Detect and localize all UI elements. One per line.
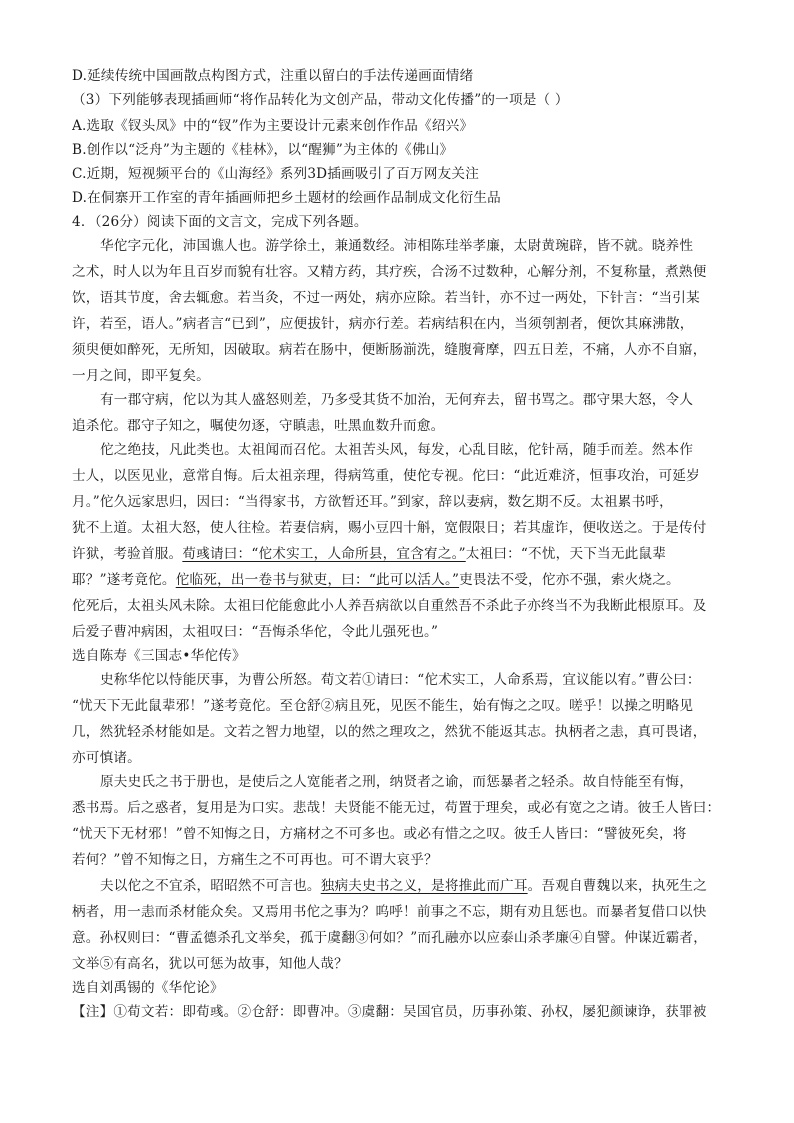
question-3-stem: （3）下列能够表现插画师“将作品转化为文创产品，带动文化传播”的一项是（ ） (72, 92, 569, 108)
passage-line: “忧天下无此鼠辈邪！”遂考竟佗。至仓舒②病且死，见医不能生，始有悔之之叹。嗟乎！以操之明略见 (72, 698, 694, 714)
source-citation: 选自陈寿《三国志•华佗传》 (72, 648, 246, 664)
option-d-line-2: D.在侗寨开工作室的青年插画师把乡土题材的绘画作品制成文化衍生品 (72, 190, 501, 206)
passage-line: 佗死后，太祖头风未除。太祖曰佗能愈此小人养吾病欲以自重然吾不杀此子亦终当不为我断此根原耳。及 (72, 598, 707, 614)
passage-line: 须臾便如醉死，无所知，因破取。病若在肠中，便断肠湔洗，缝腹膏摩，四五日差，不痛，人亦不自寤， (72, 342, 707, 358)
passage-segment: 吏畏法不受，佗亦不强，索火烧之。 (459, 572, 680, 588)
passage-segment: 耶？”遂考竟佗。 (72, 572, 176, 588)
passage-line: 后爱子曹冲病困，太祖叹曰：“吾悔杀华佗，令此儿强死也。” (72, 624, 439, 640)
option-b-line: B.创作以“泛舟”为主题的《桂林》，以“醒狮”为主体的《佛山》 (72, 142, 454, 158)
passage-segment: 许狱，考验首服。 (72, 546, 183, 562)
passage-line: 一月之间，即平复矣。 (72, 368, 210, 384)
passage-line: 柄者，用一恚而杀材能众矣。又焉用书佗之事为？呜呼！前事之不忘，期有劝且惩也。而暴者复借口以快 (72, 904, 707, 920)
passage-line (72, 570, 732, 590)
passage-line: 若何？”曾不知悔之日，方痛生之不可再也。可不谓大哀乎？ (72, 852, 438, 868)
underlined-sentence: 荀彧请曰：“佗术实工，人命所县，宜含宥之。” (182, 546, 466, 562)
passage-line (100, 876, 732, 896)
passage-segment: 。吾观自曹魏以来，执死生之 (527, 878, 707, 894)
passage-line: “忧天下无材邪！”曾不知悔之日，方痛材之不可多也。或必有惜之之叹。彼壬人皆曰：“譬彼死矣，将 (72, 826, 687, 842)
passage-line: 犹不上道。太祖大怒，使人往检。若妻信病，赐小豆四十斛，宽假限日；若其虚诈，便收送之。于是传付 (72, 520, 707, 536)
annotation-note: 【注】①荀文若：即荀彧。②仓舒：即曹冲。③虞翻：吴国官员，历事孙策、孙权，屡犯颜谏诤，获罪被 (72, 1004, 707, 1020)
passage-line: 有一郡守病，佗以为其人盛怒则差，乃多受其货不加治，无何弃去，留书骂之。郡守果大怒，令人 (100, 392, 694, 408)
underlined-sentence: 独病夫史书之义，是将推此而广耳 (320, 878, 528, 894)
passage-line: 几，然犹轻杀材能如是。文若之智力地望，以的然之理攻之，然犹不能返其志。执柄者之恚，真可畏诸， (72, 724, 707, 740)
passage-line: 史称华佗以恃能厌事，为曹公所怒。荀文若①请曰：“佗术实工，人命系焉，宜议能以宥。”曹公曰： (100, 672, 701, 688)
passage-segment: 夫以佗之不宜杀，昭昭然不可言也。 (100, 878, 321, 894)
passage-line: 追杀佗。郡守子知之，嘱使勿逐，守瞋恚，吐黑血数升而愈。 (72, 418, 445, 434)
passage-line: 亦可慎诸。 (72, 750, 141, 766)
passage-line: 饮，语其节度，舍去辄愈。若当灸，不过一两处，病亦应除。若当针，亦不过一两处，下针言：“当引某 (72, 290, 700, 306)
passage-segment: 太祖曰：“不忧，天下当无此鼠辈 (465, 546, 666, 562)
passage-line: 华佗字元化，沛国谯人也。游学徐土，兼通数经。沛相陈珪举孝廉，太尉黄琬辟，皆不就。晓养性 (100, 238, 694, 254)
question-4-heading: 4．（26分）阅读下面的文言文，完成下列各题。 (72, 214, 368, 230)
passage-line: 佗之绝技，凡此类也。太祖闻而召佗。太祖苦头风，每发，心乱目眩，佗针鬲，随手而差。然本作 (100, 442, 694, 458)
option-c-line: C.近期，短视频平台的《山海经》系列3D插画吸引了百万网友关注 (72, 166, 480, 182)
passage-line: 文举⑤有高名，犹以可惩为故事，知他人哉？ (72, 956, 348, 972)
passage-line: 之术，时人以为年且百岁而貌有壮容。又精方药，其疗疾，合汤不过数种，心解分剂，不复称量，煮熟便 (72, 264, 707, 280)
passage-line: 许，若至，语人。”病者言“已到”，应便拔针，病亦行差。若病结积在内，当须刳割者，便饮其麻沸散， (72, 316, 694, 332)
passage-line (72, 544, 732, 564)
passage-line: 月。”佗久远家思归，因曰：“当得家书，方欲暂还耳。”到家，辞以妻病，数乞期不反。太祖累书呼， (72, 494, 673, 510)
passage-line: 悉书焉。后之惑者，复用是为口实。悲哉！夫贤能不能无过，苟置于理矣，或必有宽之之请。彼壬人皆曰： (72, 800, 721, 816)
option-d-line: D.延续传统中国画散点构图方式，注重以留白的手法传递画面情绪 (72, 68, 474, 84)
source-citation: 选自刘禹锡的《华佗论》 (72, 980, 224, 996)
passage-line: 原夫史氏之书于册也，是使后之人宽能者之刑，纳贤者之谕，而惩暴者之轻杀。故自恃能至有悔， (100, 774, 694, 790)
option-a-line: A.选取《钗头凤》中的“钗”作为主要设计元素来创作作品《绍兴》 (72, 118, 474, 134)
passage-line: 意。孙权则曰：“曹孟德杀孔文举矣，孤于虞翻③何如？”而孔融亦以应泰山杀孝廉④自譬。仲谋近霸者， (72, 930, 708, 946)
passage-line: 士人，以医见业，意常自悔。后太祖亲理，得病笃重，使佗专视。佗曰：“此近难济，恒事攻治，可延岁 (72, 468, 700, 484)
underlined-sentence: 佗临死，出一卷书与狱吏，曰：“此可以活人。” (175, 572, 460, 588)
